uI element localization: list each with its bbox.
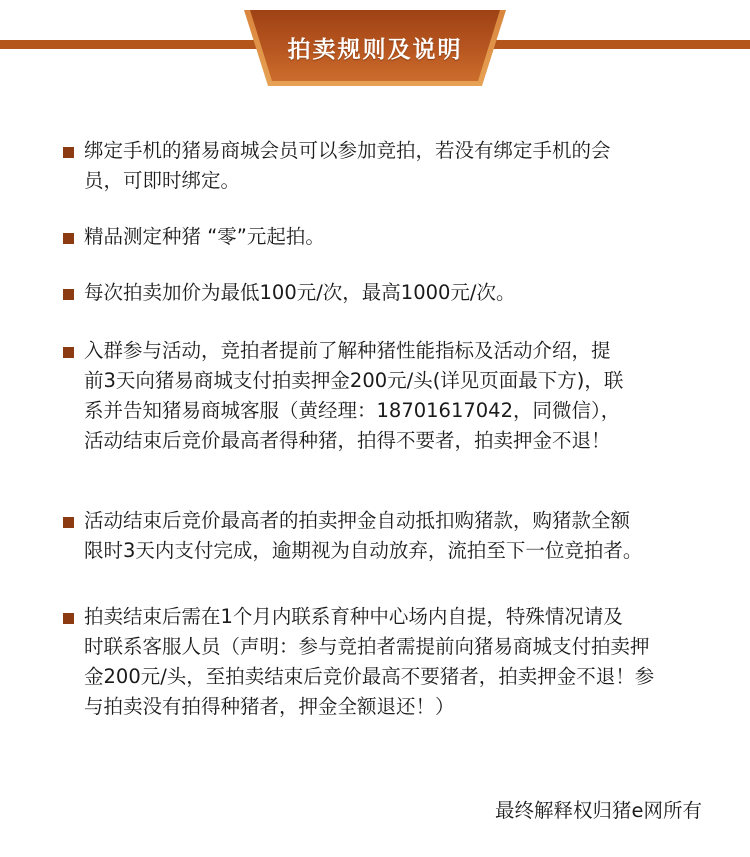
rule-text: 拍卖结束后需在1个月内联系育种中心场内自提，特殊情况请及 时联系客服人员（声明：参与竞拍者需提前向猪易商城支付拍卖押 金200元/头，至拍卖结束后竞价最高不要猪者，拍卖押金不退！参 与拍卖没有拍得种猪者，押金全额退还！） <box>84 605 655 718</box>
footer-disclaimer: 最终解释权归猪e网所有 <box>495 799 702 822</box>
square-bullet-icon <box>63 347 74 358</box>
rule-text: 每次拍卖加价为最低100元/次，最高1000元/次。 <box>84 281 516 304</box>
page-title: 拍卖规则及说明 <box>287 37 463 63</box>
rule-text: 入群参与活动，竞拍者提前了解种猪性能指标及活动介绍，提 前3天向猪易商城支付拍卖押金200元/头(详见页面最下方)，联 系并告知猪易商城客服（黄经理：18701617042，同微信）， 活动结束后竞价最高者得种猪，拍得不要者，拍卖押金不退！ <box>84 339 624 452</box>
square-bullet-icon <box>63 613 74 624</box>
square-bullet-icon <box>63 147 74 158</box>
square-bullet-icon <box>63 233 74 244</box>
square-bullet-icon <box>63 289 74 300</box>
rule-text: 绑定手机的猪易商城会员可以参加竞拍，若没有绑定手机的会 员，可即时绑定。 <box>84 139 611 192</box>
rule-text: 活动结束后竞价最高者的拍卖押金自动抵扣购猪款，购猪款全额 限时3天内支付完成，逾期视为自动放弃，流拍至下一位竞拍者。 <box>84 509 643 562</box>
header-banner <box>242 10 508 86</box>
square-bullet-icon <box>63 517 74 528</box>
rule-text: 精品测定种猪 “零”元起拍。 <box>84 225 325 248</box>
